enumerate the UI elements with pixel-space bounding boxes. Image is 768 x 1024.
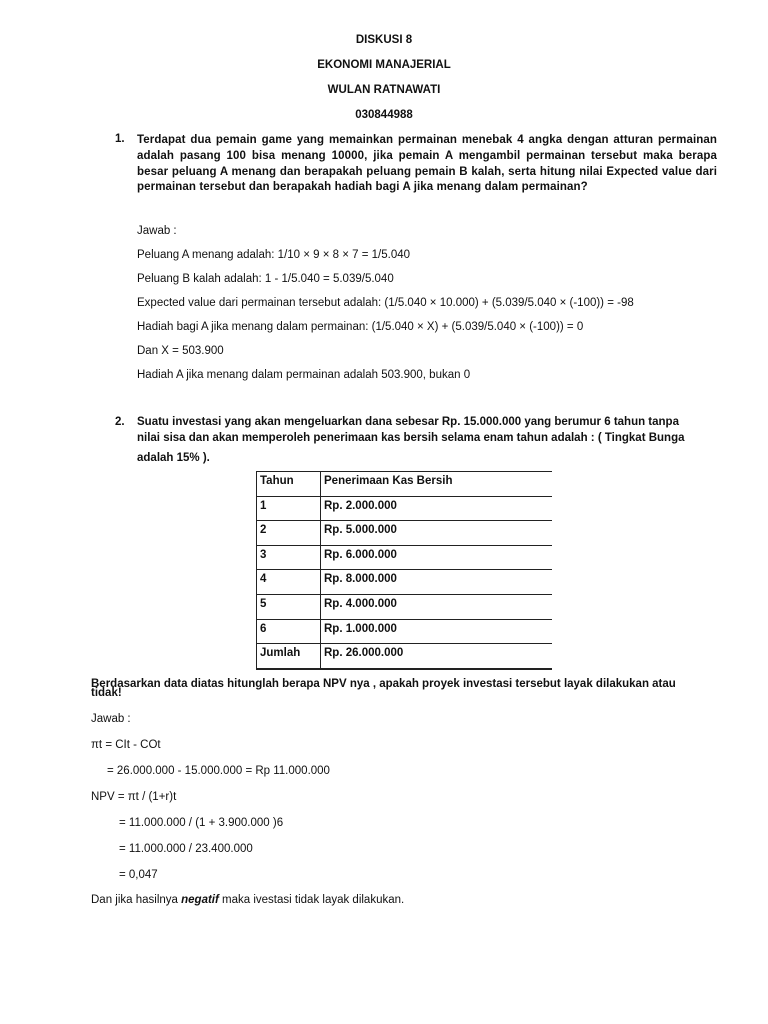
table-row bbox=[257, 521, 553, 546]
answer-label: Jawab : bbox=[91, 713, 131, 725]
table-cell: 3 bbox=[257, 545, 321, 570]
question-text-line: adalah 15% ). bbox=[137, 452, 210, 464]
table-cell: Rp. 4.000.000 bbox=[321, 594, 553, 619]
table-row bbox=[257, 619, 553, 644]
table-header-cell: Penerimaan Kas Bersih bbox=[321, 472, 553, 497]
table-cell: 6 bbox=[257, 619, 321, 644]
table-total-row bbox=[257, 644, 553, 669]
table-cell: Rp. 5.000.000 bbox=[321, 521, 553, 546]
formula-line: = 26.000.000 - 15.000.000 = Rp 11.000.000 bbox=[107, 765, 330, 777]
conclusion-part: Dan jika hasilnya bbox=[91, 894, 182, 906]
table-cell: Rp. 8.000.000 bbox=[321, 570, 553, 595]
table-header-cell: Tahun bbox=[257, 472, 321, 497]
instruction-line: Berdasarkan data diatas hitunglah berapa NPV nya , apakah proyek investasi tersebut layak dilakukan atau bbox=[91, 678, 676, 690]
answer-line: Dan X = 503.900 bbox=[137, 345, 224, 357]
table-row bbox=[257, 545, 553, 570]
table-row bbox=[257, 570, 553, 595]
table-cell: 1 bbox=[257, 496, 321, 521]
table-cell: Rp. 26.000.000 bbox=[321, 644, 553, 669]
table-cell: Rp. 2.000.000 bbox=[321, 496, 553, 521]
conclusion-part: maka ivestasi tidak layak dilakukan. bbox=[218, 894, 405, 906]
answer-line: Hadiah bagi A jika menang dalam permainan: (1/5.040 × X) + (5.039/5.040 × (-100)) = 0 bbox=[137, 321, 584, 333]
answer-line: Peluang A menang adalah: 1/10 × 9 × 8 × 7 = 1/5.040 bbox=[137, 249, 411, 261]
conclusion-text bbox=[91, 894, 404, 906]
instruction-text bbox=[91, 680, 711, 698]
instruction-line: tidak! bbox=[91, 687, 122, 699]
table-cell: Rp. 6.000.000 bbox=[321, 545, 553, 570]
answer-label: Jawab : bbox=[137, 225, 177, 237]
question-text: Terdapat dua pemain game yang memainkan permainan menebak 4 angka dengan atturan permainan adalah pasang 100 bisa menang 10000, jika pemain A mengambil permainan tersebut maka berapa besar peluang A menang dan berapakah peluang pemain B kalah, serta hitung nilai Expected value dari permainan tersebut dan berapakah hadiah bagi A jika menang dalam permainan? bbox=[137, 134, 717, 194]
table-cell: Jumlah bbox=[257, 644, 321, 669]
course-name: EKONOMI MANAJERIAL bbox=[317, 59, 451, 71]
student-id: 030844988 bbox=[355, 109, 413, 121]
question-number: 1. bbox=[115, 133, 125, 145]
cash-flow-table bbox=[256, 471, 552, 670]
answer-line: Expected value dari permainan tersebut adalah: (1/5.040 × 10.000) + (5.039/5.040 × (-100)) = -98 bbox=[137, 297, 634, 309]
formula-step: = 0,047 bbox=[119, 869, 158, 881]
student-name: WULAN RATNAWATI bbox=[327, 84, 441, 96]
formula-line: NPV = πt / (1+r)t bbox=[91, 791, 177, 803]
question-number: 2. bbox=[115, 416, 125, 428]
answer-line: Hadiah A jika menang dalam permainan adalah 503.900, bukan 0 bbox=[137, 369, 471, 381]
table-row bbox=[257, 496, 553, 521]
table-row bbox=[257, 594, 553, 619]
question-text-line: nilai sisa dan akan memperoleh penerimaan kas bersih selama enam tahun adalah : ( Tingkat Bunga bbox=[137, 432, 685, 444]
table-header-row bbox=[257, 472, 553, 497]
doc-title: DISKUSI 8 bbox=[355, 34, 413, 46]
table-cell: 2 bbox=[257, 521, 321, 546]
question-text-line: Suatu investasi yang akan mengeluarkan dana sebesar Rp. 15.000.000 yang berumur 6 tahun tanpa bbox=[137, 416, 679, 428]
formula-step: = 11.000.000 / (1 + 3.900.000 )6 bbox=[119, 817, 284, 829]
table-cell: 4 bbox=[257, 570, 321, 595]
emphasis-negatif: negatif bbox=[181, 894, 219, 906]
formula-line: πt = CIt - COt bbox=[91, 739, 161, 751]
table-cell: 5 bbox=[257, 594, 321, 619]
answer-line: Peluang B kalah adalah: 1 - 1/5.040 = 5.039/5.040 bbox=[137, 273, 394, 285]
formula-step: = 11.000.000 / 23.400.000 bbox=[119, 843, 253, 855]
table-cell: Rp. 1.000.000 bbox=[321, 619, 553, 644]
